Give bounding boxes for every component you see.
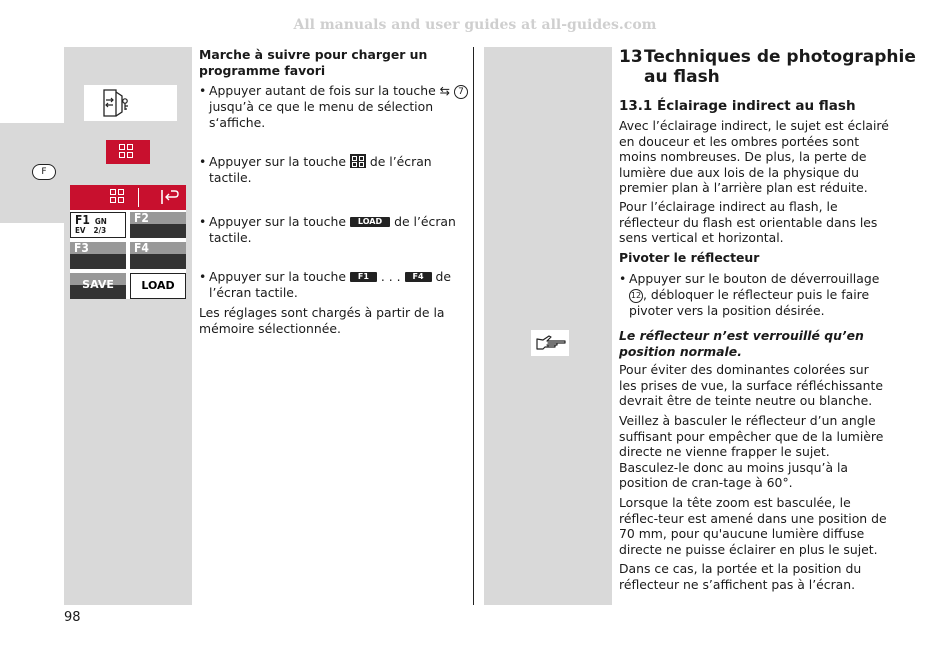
favorite-slot-f2 <box>130 212 186 238</box>
note-text <box>619 328 889 359</box>
result-paragraph: Les réglages sont chargés à partir de la mémoire sélectionnée. <box>199 305 445 336</box>
note-box <box>531 330 569 356</box>
pointing-hand-note-icon <box>535 334 567 352</box>
language-badge: F <box>32 164 56 180</box>
load-key: LOAD <box>350 217 390 227</box>
paragraph-5 <box>619 495 889 557</box>
paragraph-4 <box>619 413 889 491</box>
paragraph-2-text: Pour l’éclairage indirect au flash, le réflecteur du flash est orientable dans les sens vertical et horizontal. <box>619 199 878 245</box>
step-4 <box>199 269 469 301</box>
column-divider <box>473 47 474 605</box>
right-margin-band <box>484 47 612 605</box>
paragraph-6 <box>619 561 889 592</box>
favorite-slot-f3 <box>70 242 126 269</box>
section-heading: 13.1 Éclairage indirect au flash <box>619 98 856 114</box>
step-4-text-b: de l’écran tactile. <box>209 269 452 300</box>
step-1-text-b: jusqu’à ce que le menu de sélection s‘affiche. <box>209 99 434 130</box>
chapter-title-line-1: Techniques de photographie <box>644 47 916 67</box>
step-2-text-a: Appuyer sur la touche <box>209 154 346 169</box>
step-3-text-b: de l’écran tactile. <box>209 214 456 245</box>
f1-label: F1 <box>75 213 90 227</box>
f1-key: F1 <box>350 272 377 282</box>
save-button-illustration <box>70 273 126 299</box>
chapter-heading <box>619 47 919 87</box>
f1-gn-label: GN <box>94 217 107 226</box>
load-button-illustration <box>130 273 186 299</box>
paragraph-2 <box>619 199 889 246</box>
paragraph-1-text: Avec l’éclairage indirect, le sujet est éclairé en douceur et les ombres portées sont moins nombreuses. De plus, la perte de lumière due aux lois de la physique du premier plan à l’arrière plan est réduite. <box>619 118 889 195</box>
favorites-grid-icon <box>119 144 137 160</box>
step-2-text-b: de l’écran tactile. <box>209 154 432 185</box>
pivot-bullet-text-b: , débloquer le réflecteur puis le faire pivoter vers la position désirée. <box>629 286 870 318</box>
ref-number-7: 7 <box>454 85 468 99</box>
favorite-slot-f4 <box>130 242 186 269</box>
page-number: 98 <box>64 610 81 625</box>
swap-arrows-icon: ⇆ <box>439 83 451 98</box>
favorites-grid-icon <box>350 154 366 168</box>
header-separator <box>138 188 139 207</box>
flash-body-buttons-icon <box>84 85 177 121</box>
paragraph-3-text: Pour éviter des dominantes colorées sur les prises de vue, la surface réfléchissante devrait être de teinte neutre ou blanche. <box>619 362 883 408</box>
favorites-grid-icon <box>110 189 128 205</box>
step-4-text-a: Appuyer sur la touche <box>209 269 346 284</box>
left-margin-band <box>64 47 192 605</box>
load-procedure-heading <box>199 47 469 79</box>
procedure-heading: Marche à suivre pour charger un programme favori <box>199 47 428 78</box>
pivot-bullet: • Appuyer sur le bouton de déverrouillage 12 , débloquer le réflecteur puis le faire pivoter vers la position désirée. <box>619 271 880 318</box>
chapter-title-line-2: au flash <box>644 67 720 87</box>
f3-label: F3 <box>74 241 89 255</box>
paragraph-6-text: Dans ce cas, la portée et la position du réflecteur ne s’affichent pas à l’écran. <box>619 561 862 592</box>
f4-key: F4 <box>405 272 432 282</box>
f1-ev-label: EV <box>75 226 86 235</box>
ref-number-12: 12 <box>629 289 643 303</box>
paragraph-5-text: Lorsque la tête zoom est basculée, le réflec-teur est amené dans une position de 70 mm, pour qu'aucune lumière diffuse directe ne puisse éclairer en plus le sujet. <box>619 495 887 557</box>
back-arrow-icon <box>158 187 180 207</box>
panel-header <box>70 185 186 210</box>
subheading-pivot <box>619 250 889 266</box>
save-label: SAVE <box>82 278 114 291</box>
pivot-bullet-text-a: Appuyer sur le bouton de déverrouillage <box>629 271 880 286</box>
step-3 <box>199 214 469 246</box>
chapter-number: 13 <box>619 47 643 67</box>
key-range-dots: . . . <box>380 269 401 284</box>
subheading-text: Pivoter le réflecteur <box>619 250 760 265</box>
f4-label: F4 <box>134 241 149 255</box>
paragraph-1 <box>619 118 889 196</box>
touch-screen-panel <box>70 185 186 299</box>
watermark: All manuals and user guides at all-guides.com <box>293 17 657 33</box>
f2-label: F2 <box>134 211 149 225</box>
step-1-text-a: Appuyer autant de fois sur la touche <box>209 83 436 98</box>
favorite-slot-f1 <box>70 212 126 238</box>
load-label: LOAD <box>141 279 175 292</box>
step-3-text-a: Appuyer sur la touche <box>209 214 346 229</box>
step-1 <box>199 83 469 131</box>
load-result-text <box>199 305 469 337</box>
favorites-grid-button <box>106 140 150 164</box>
f1-ev-value: 2/3 <box>93 226 107 235</box>
step-2 <box>199 154 469 186</box>
paragraph-4-text: Veillez à basculer le réflecteur d’un angle suffisant pour empêcher que de la lumière directe ne vienne frapper le sujet. Basculez-le donc au moins jusqu’à la position de cran-tage à 60°. <box>619 413 884 490</box>
paragraph-3 <box>619 362 889 409</box>
note-paragraph: Le réflecteur n’est verrouillé qu’en position normale. <box>619 328 864 359</box>
